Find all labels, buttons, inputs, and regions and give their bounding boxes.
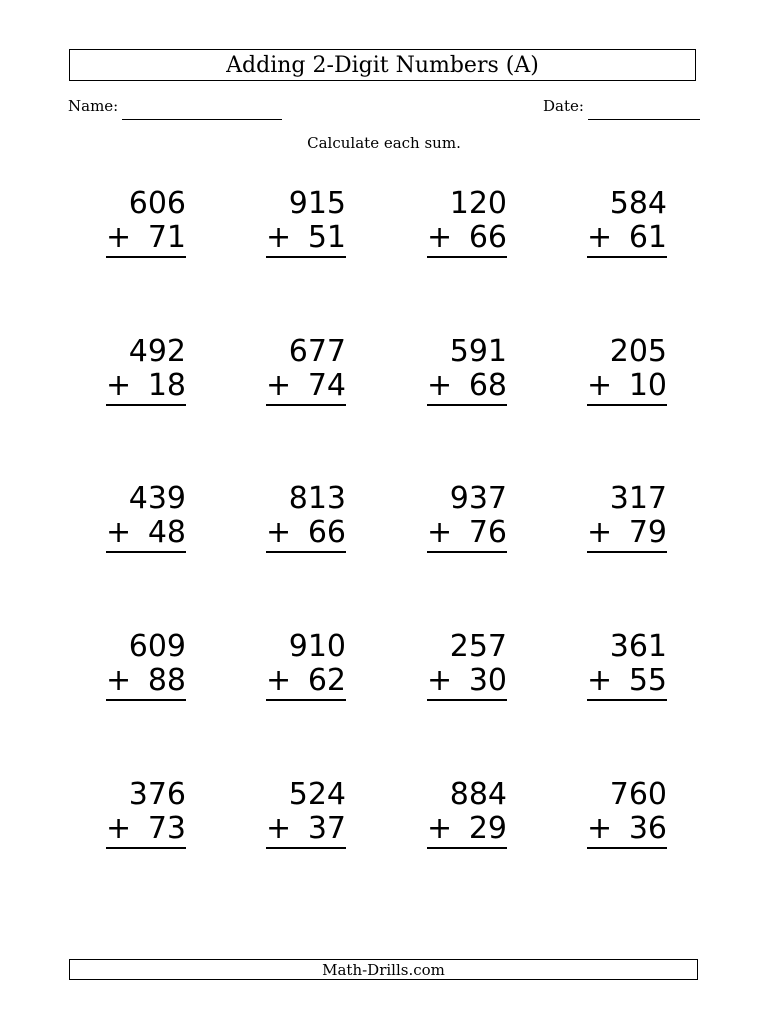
plus-sign: +: [266, 663, 292, 698]
problem-addend: 10: [628, 368, 667, 403]
problem-addend: 74: [307, 368, 346, 403]
problem-top-number: 376: [128, 777, 186, 812]
problem-top-number: 915: [288, 186, 346, 221]
problem-top-number: 884: [449, 777, 507, 812]
problem: [106, 777, 186, 857]
problem: [427, 629, 507, 709]
problem-top-number: 205: [609, 334, 667, 369]
problem-top-number: 361: [609, 629, 667, 664]
problem-addend: 62: [307, 663, 346, 698]
problem-top-number: 257: [449, 629, 507, 664]
problem-top-number: 584: [609, 186, 667, 221]
plus-sign: +: [106, 515, 132, 550]
problem: [266, 334, 346, 414]
plus-sign: +: [427, 811, 453, 846]
problem: [427, 334, 507, 414]
problem-top-number: 591: [449, 334, 507, 369]
problem: [106, 186, 186, 266]
problem-addend: 18: [147, 368, 186, 403]
name-label: Name:: [68, 97, 119, 115]
problem-addend: 68: [468, 368, 507, 403]
problem-addend: 36: [628, 811, 667, 846]
problem-addend: 51: [307, 220, 346, 255]
problem-addend: 66: [468, 220, 507, 255]
problem-addend: 48: [147, 515, 186, 550]
plus-sign: +: [106, 811, 132, 846]
worksheet-title: Adding 2-Digit Numbers (A): [69, 49, 696, 81]
problem-addend: 88: [147, 663, 186, 698]
problem: [106, 334, 186, 414]
problem-addend: 29: [468, 811, 507, 846]
plus-sign: +: [427, 220, 453, 255]
problem-top-number: 760: [609, 777, 667, 812]
problem: [427, 481, 507, 561]
problem-addend: 79: [628, 515, 667, 550]
problem-addend: 76: [468, 515, 507, 550]
plus-sign: +: [106, 368, 132, 403]
problem: [587, 186, 667, 266]
plus-sign: +: [587, 220, 613, 255]
plus-sign: +: [266, 220, 292, 255]
plus-sign: +: [266, 515, 292, 550]
problem-addend: 66: [307, 515, 346, 550]
plus-sign: +: [106, 663, 132, 698]
problem-top-number: 492: [128, 334, 186, 369]
problem-top-number: 677: [288, 334, 346, 369]
plus-sign: +: [587, 368, 613, 403]
problem: [427, 186, 507, 266]
problem-addend: 30: [468, 663, 507, 698]
plus-sign: +: [266, 368, 292, 403]
problem: [266, 777, 346, 857]
problem: [266, 481, 346, 561]
problem-addend: 55: [628, 663, 667, 698]
plus-sign: +: [427, 368, 453, 403]
problem: [587, 629, 667, 709]
problem: [427, 777, 507, 857]
problem: [587, 481, 667, 561]
date-label: Date:: [543, 97, 584, 115]
problem: [106, 629, 186, 709]
plus-sign: +: [587, 811, 613, 846]
problem-top-number: 910: [288, 629, 346, 664]
problem-top-number: 606: [128, 186, 186, 221]
problem-top-number: 813: [288, 481, 346, 516]
problem-addend: 61: [628, 220, 667, 255]
problem-top-number: 439: [128, 481, 186, 516]
plus-sign: +: [266, 811, 292, 846]
problem-top-number: 609: [128, 629, 186, 664]
plus-sign: +: [587, 515, 613, 550]
problem-top-number: 937: [449, 481, 507, 516]
problem: [587, 334, 667, 414]
problem-top-number: 120: [449, 186, 507, 221]
problem-top-number: 317: [609, 481, 667, 516]
problem-addend: 37: [307, 811, 346, 846]
instructions: Calculate each sum.: [307, 134, 461, 152]
problem-addend: 71: [147, 220, 186, 255]
problem-top-number: 524: [288, 777, 346, 812]
plus-sign: +: [106, 220, 132, 255]
problem: [587, 777, 667, 857]
problem: [266, 186, 346, 266]
problem-addend: 73: [147, 811, 186, 846]
plus-sign: +: [427, 663, 453, 698]
plus-sign: +: [427, 515, 453, 550]
problem: [106, 481, 186, 561]
plus-sign: +: [587, 663, 613, 698]
problem: [266, 629, 346, 709]
footer-credit: Math-Drills.com: [69, 959, 698, 980]
